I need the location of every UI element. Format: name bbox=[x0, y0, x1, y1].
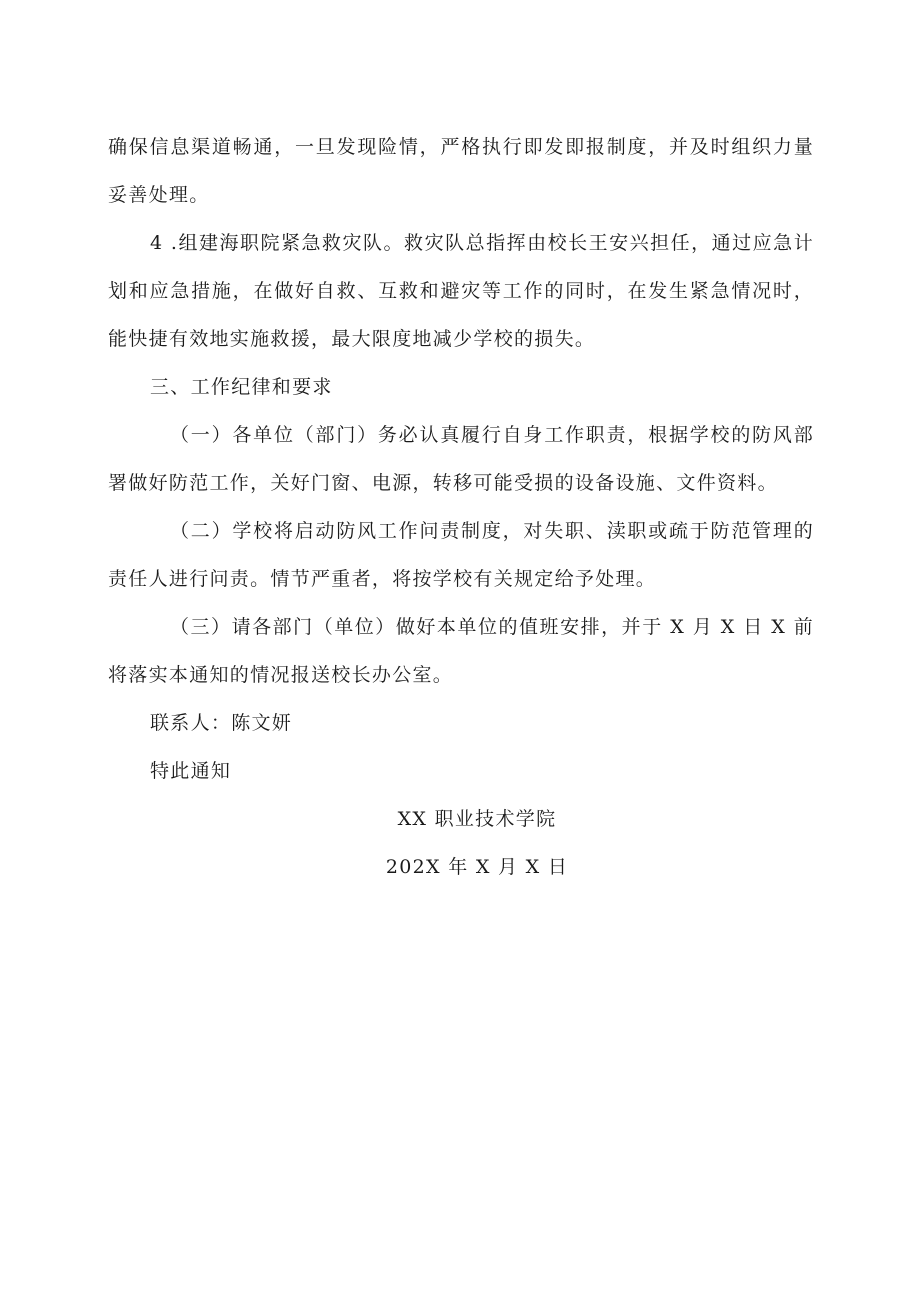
closing-notice: 特此通知 bbox=[150, 760, 232, 782]
paragraph-item-1: （一）各单位（部门）务必认真履行自身工作职责，根据学校的防风部署做好防范工作，关好门窗、电源，转移可能受损的设备设施、文件资料。 bbox=[108, 424, 814, 494]
document-body bbox=[108, 123, 814, 891]
paragraph-item-3: （三）请各部门（单位）做好本单位的值班安排，并于 X 月 X 日 X 前将落实本通知的情况报送校长办公室。 bbox=[108, 616, 814, 686]
contact-person: 联系人：陈文妍 bbox=[150, 712, 293, 734]
paragraph-rescue-team: 4 .组建海职院紧急救灾队。救灾队总指挥由校长王安兴担任，通过应急计划和应急措施，在做好自救、互救和避灾等工作的同时，在发生紧急情况时，能快捷有效地实施救援，最大限度地减少学校的损失。 bbox=[108, 232, 814, 350]
section-heading-discipline: 三、工作纪律和要求 bbox=[150, 376, 333, 398]
paragraph-continuation: 确保信息渠道畅通，一旦发现险情，严格执行即发即报制度，并及时组织力量妥善处理。 bbox=[108, 136, 814, 206]
paragraph-item-2: （二）学校将启动防风工作问责制度，对失职、渎职或疏于防范管理的责任人进行问责。情节严重者，将按学校有关规定给予处理。 bbox=[108, 520, 814, 590]
signature-organization: XX 职业技术学院 bbox=[397, 808, 557, 830]
signature-date: 202X 年 X 月 X 日 bbox=[385, 856, 569, 878]
